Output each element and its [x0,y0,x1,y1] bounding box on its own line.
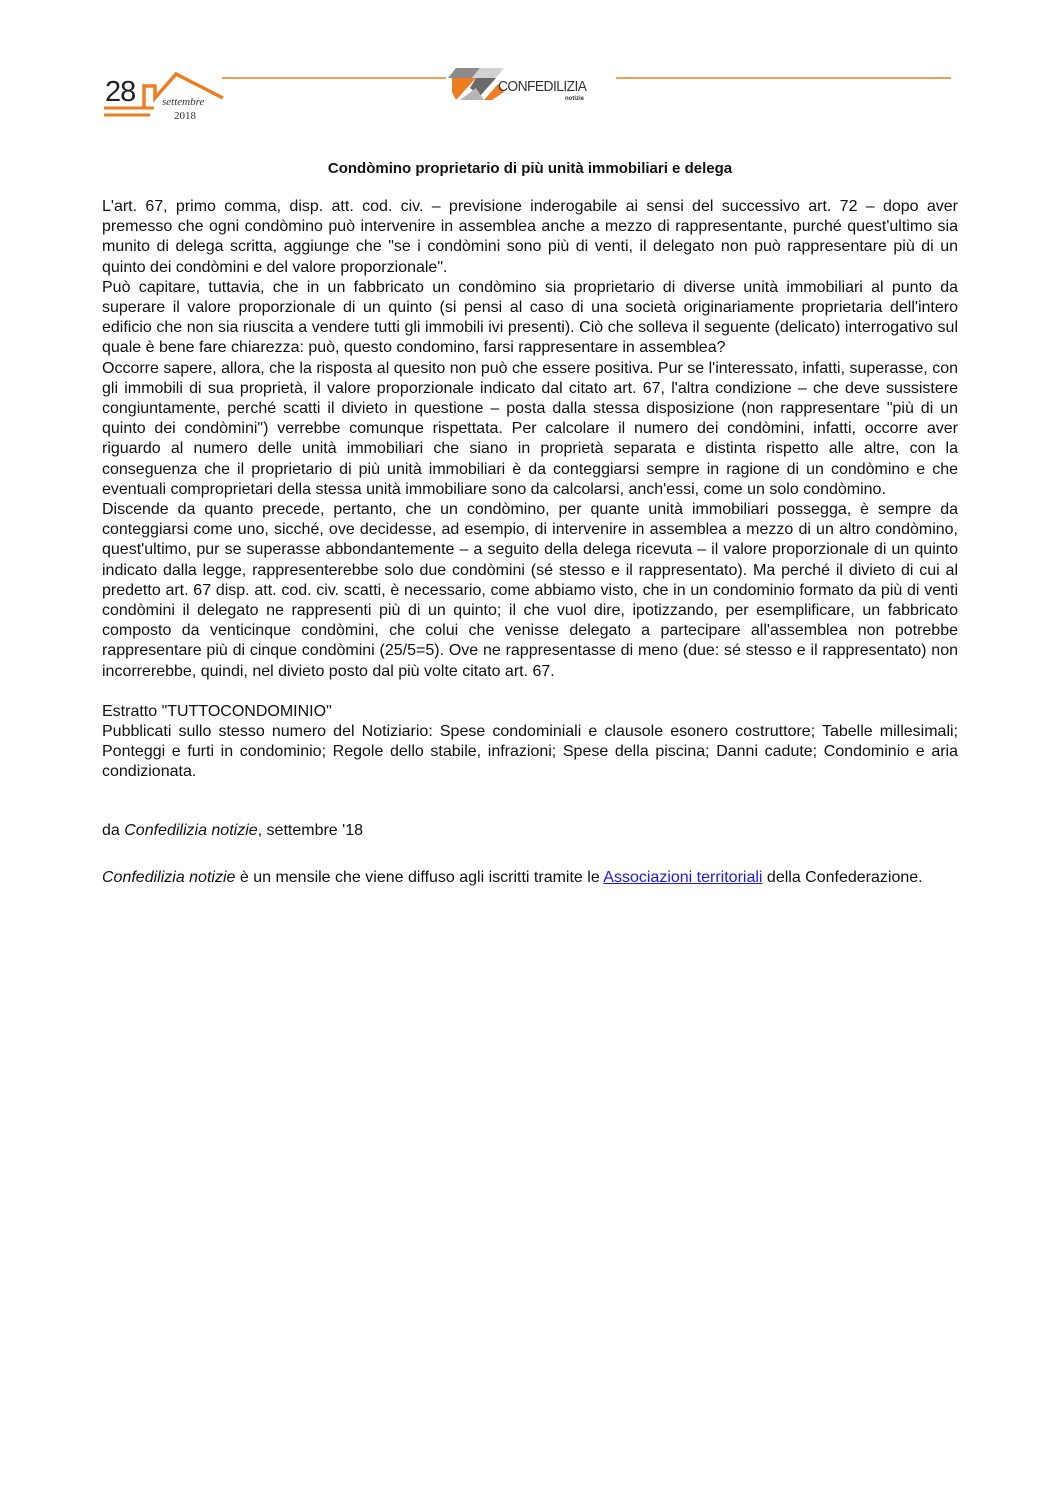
article-paragraph-1: L'art. 67, primo comma, disp. att. cod. civ. – previsione inderogabile ai sensi del successivo art. 72 – dopo aver premesso che ogni condòmino può intervenire in assemblea anche a mezzo di rappresentante, purché quest'ultimo sia munito di delega scritta, aggiunge che "se i condòmini sono più di venti, il delegato non può rappresentare più di un quinto dei condòmini e del valore proporzionale". [102,198,958,276]
credit-prefix: da [102,821,125,839]
confedilizia-logo-icon [448,68,504,100]
credit-suffix: , settembre '18 [257,821,363,839]
header-graphics [100,66,955,128]
related-articles: Pubblicati sullo stesso numero del Notiziario: Spese condominiali e clausole esonero costruttore; Tabelle millesimali; Ponteggi e furti in condominio; Regole dello stabile, infrazioni; Spese della piscina; Danni cadute; Condominio e aria condizionata. [102,723,958,781]
note-middle: è un mensile che viene diffuso agli iscritti tramite le [235,868,604,886]
credit-line [102,821,958,841]
article-title: Condòmino proprietario di più unità immobiliari e delega [327,160,733,177]
article-paragraph-2: Può capitare, tuttavia, che in un fabbricato un condòmino sia proprietario di diverse unità immobiliari al punto da superare il valore proporzionale di un quinto (si pensi al caso di una società originariamente proprietaria dell'intero edificio che non sia riuscita a vendere tutti gli immobili ivi presenti). Ciò che solleva il seguente (delicato) interrogativo sul quale è bene fare chiarezza: può, questo condomino, farsi rappresentare in assemblea? [102,278,958,357]
article-body [102,160,958,888]
spacer [102,841,958,868]
associazioni-territoriali-link[interactable]: Associazioni territoriali [603,868,763,886]
issue-day: 28 [105,76,136,108]
spacer [102,682,958,702]
note-publication: Confedilizia notizie [102,868,236,886]
brand-subtitle: notizie [565,96,584,102]
source-line: Estratto "TUTTOCONDOMINIO" [102,702,332,720]
page-header [100,66,955,128]
publication-note [102,868,958,888]
credit-publication: Confedilizia notizie [124,821,258,839]
issue-month: settembre [162,96,205,108]
spacer [102,783,958,821]
article-paragraph-3: Occorre sapere, allora, che la risposta al quesito non può che essere positiva. Pur se l'interessato, infatti, superasse, con gli immobili di sua proprietà, il valore proporzionale indicato dal citato art. 67, l'altra condizione – che deve sussistere congiuntamente, perché scatti il divieto in questione – posta dalla stessa disposizione (non rappresentare "più di un quinto dei condòmini") verrebbe comunque rispettata. Per calcolare il numero dei condòmini, infatti, occorre aver riguardo al numero delle unità immobiliari che siano in proprietà separata e distinta rispetto alle altre, con la conseguenza che il proprietario di più unità immobiliari è da conteggiarsi sempre in ragione di un condòmino e che eventuali comproprietari della stessa unità immobiliare sono da calcolarsi, anch'essi, come un solo condòmino. [102,359,958,498]
note-end: della Confederazione. [762,868,923,886]
issue-year: 2018 [174,110,196,122]
article-paragraph-4: Discende da quanto precede, pertanto, che un condòmino, per quante unità immobiliari possegga, è sempre da conteggiarsi come uno, sicché, ove decidesse, ad esempio, di intervenire in assemblea a mezzo di un altro condòmino, quest'ultimo, pur se superasse abbondantemente – a seguito della delega ricevuta – il valore proporzionale di un quinto indicato dalla legge, rappresenterebbe solo due condòmini (sé stesso e il rappresentato). Ma perché il divieto di cui al predetto art. 67 disp. att. cod. civ. scatti, è necessario, come abbiamo visto, che in un condominio formato da più di venti condòmini il delegato ne rappresenti più di un quinto; il che vuol dire, ipotizzando, per esemplificare, un fabbricato composto da venticinque condòmini, che colui che venisse delegato a partecipare all'assemblea non potrebbe rappresentare più di cinque condòmini (25/5=5). Ove ne rappresentasse di meno (due: sé stesso e il rappresentato) non incorrerebbe, quindi, nel divieto posto dal più volte citato art. 67. [102,501,958,680]
brand-name: CONFEDILIZIA [498,78,587,95]
